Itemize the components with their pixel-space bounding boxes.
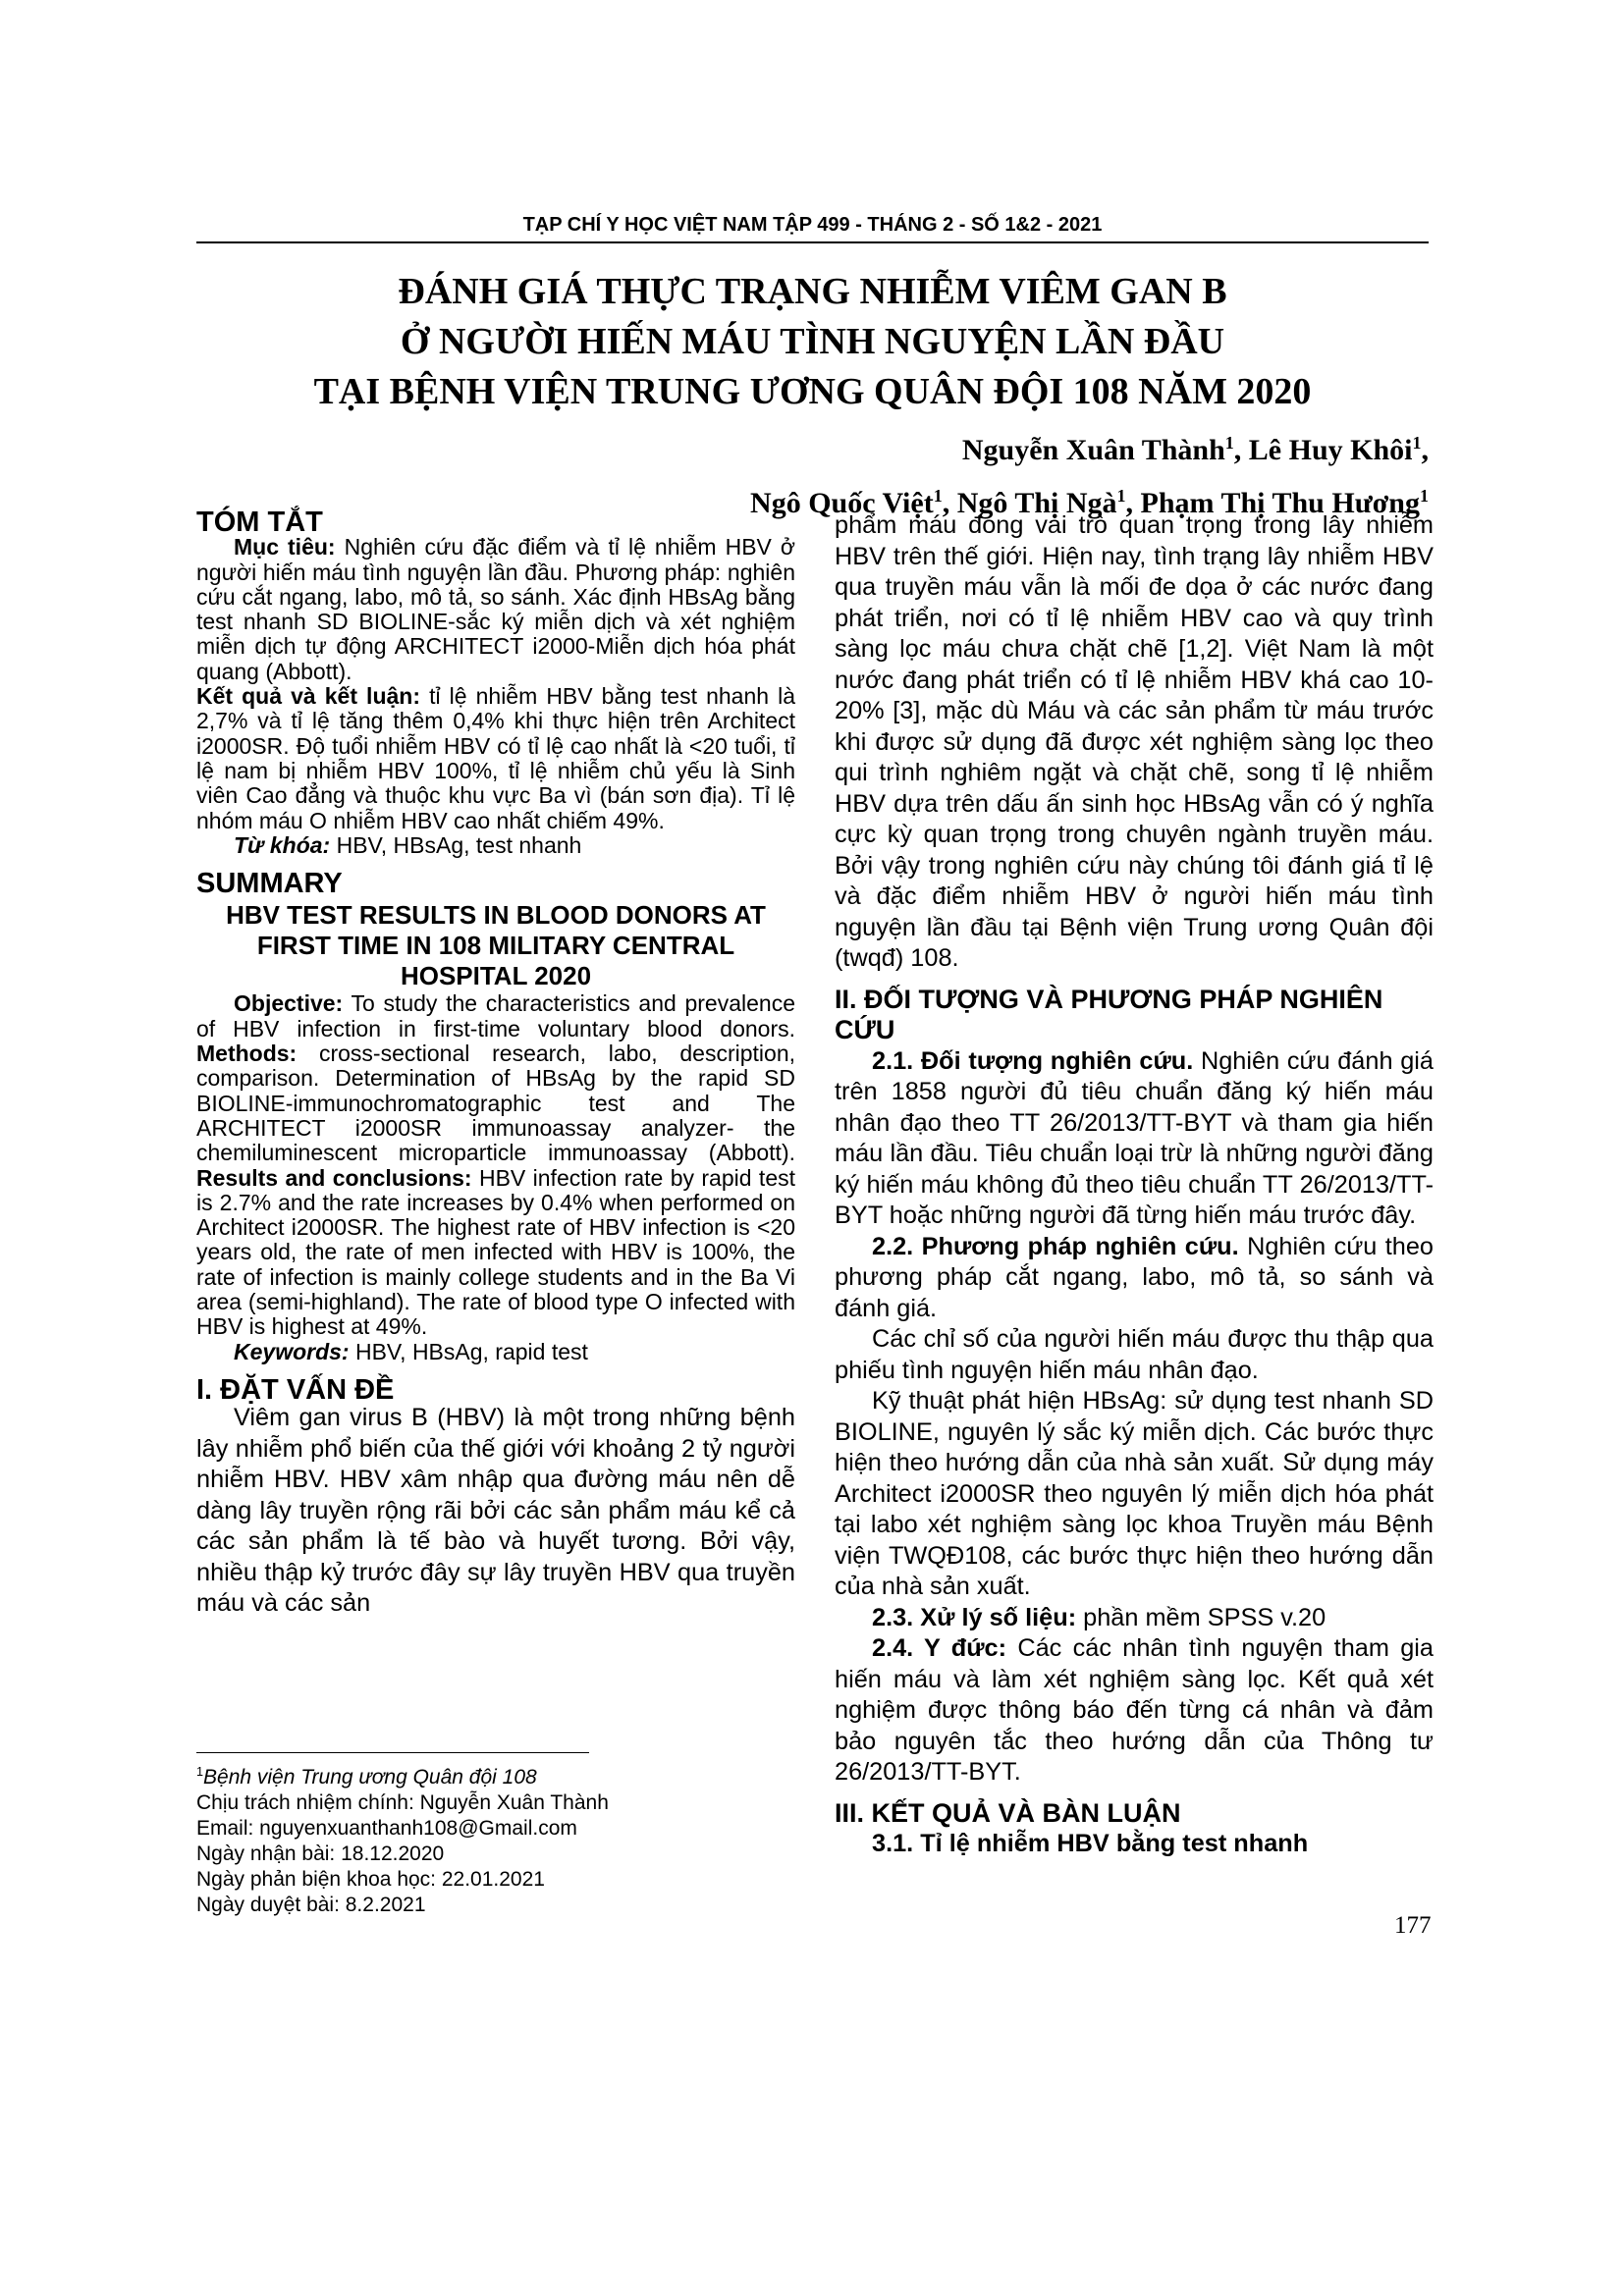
footnote-responsible: Chịu trách nhiệm chính: Nguyễn Xuân Thành — [196, 1791, 609, 1814]
author-separator: , — [1233, 434, 1242, 466]
page-number: 177 — [1394, 1912, 1432, 1939]
author-name: Ngô Thị Ngà — [956, 487, 1117, 519]
section-2-indices: Các chỉ số của người hiến máu được thu thập qua phiếu tình nguyện hiến máu nhân đạo. — [835, 1325, 1434, 1384]
affiliation-mark: 1 — [1224, 433, 1234, 453]
right-column — [835, 510, 1434, 1860]
author-line-1 — [589, 420, 1429, 473]
journal-header: TẠP CHÍ Y HỌC VIỆT NAM TẬP 499 - THÁNG 2 - SỐ 1&2 - 2021 — [522, 214, 1103, 236]
abstract-en-keywords — [196, 1340, 795, 1364]
text-objective-en: To study the characteristics and prevalence of HBV infection in first-time voluntary blood donors. — [196, 990, 795, 1041]
author-separator: , — [1421, 434, 1429, 466]
affiliation-mark: 1 — [1412, 433, 1422, 453]
affiliation-mark: 1 — [196, 1765, 204, 1779]
footnotes — [196, 1752, 795, 1918]
text-keywords: HBV, HBsAg, test nhanh — [330, 831, 582, 858]
affiliation-text: Bệnh viện Trung ương Quân đội 108 — [203, 1766, 537, 1789]
abstract-vi-objective — [196, 535, 795, 684]
abstract-en-heading: SUMMARY — [196, 868, 343, 900]
author-name: Phạm Thị Thu Hương — [1140, 487, 1420, 519]
text-2-1: Nghiên cứu đánh giá trên 1858 người đủ tiêu chuẩn đăng ký hiến máu nhân đạo theo TT 26/2013/TT-BYT và tham gia hiến máu lần đầu. Tiêu chuẩn loại trừ là những người đăng ký hiến máu không đủ theo tiêu chuẩn TT 26/2013/TT-BYT hoặc những người đã từng hiến máu trước đây. — [835, 1046, 1434, 1229]
label-keywords-en: Keywords: — [234, 1338, 350, 1364]
header-rule — [196, 241, 1429, 243]
section-2-heading: II. ĐỐI TƯỢNG VÀ PHƯƠNG PHÁP NGHIÊN CỨU — [835, 984, 1383, 1044]
section-1-para-part-2: phẩm máu đóng vai trò quan trọng trong lây nhiễm HBV trên thế giới. Hiện nay, tình trạng lây nhiễm HBV qua truyền máu vẫn là mối đe dọa ở các nước đang phát triển, nơi có tỉ lệ nhiễm HBV cao và quy trình sàng lọc máu chưa chặt chẽ [1,2]. Việt Nam là một nước đang phát triển có tỉ lệ nhiễm HBV khá cao 10-20% [3], mặc dù Máu và các sản phẩm từ máu trước khi được sử dụng đã được xét nghiệm sàng lọc theo qui trình nghiêm ngặt và chặt chẽ, song tỉ lệ nhiễm HBV dựa trên dấu ấn sinh học HBsAg vẫn có ý nghĩa cực kỳ quan trọng trong chuyên ngành truyền máu. Bởi vậy trong nghiên cứu này chúng tôi đánh giá tỉ lệ và đặc điểm nhiễm HBV ở người hiến máu tình nguyện lần đầu tại Bệnh viện Trung ương Quân đội (twqđ) 108. — [835, 511, 1434, 972]
abstract-vi-results — [196, 684, 795, 833]
text-2-4: Các các nhân tình nguyện tham gia hiến máu và làm xét nghiệm sàng lọc. Kết quả xét nghiệm được thông báo đến từng cá nhân và đảm bảo nguyên tắc theo hướng dẫn của Thông tư 26/2013/TT-BYT. — [835, 1634, 1434, 1786]
footnote-rule — [196, 1752, 589, 1753]
label-objective-en: Objective: — [234, 990, 344, 1017]
section-2-1 — [835, 1046, 1434, 1232]
section-3-heading: III. KẾT QUẢ VÀ BÀN LUẬN — [835, 1797, 1181, 1828]
label-results: Kết quả và kết luận: — [196, 683, 420, 710]
section-2-3 — [835, 1603, 1434, 1634]
label-keywords: Từ khóa: — [234, 831, 331, 858]
section-1-heading: I. ĐẶT VẤN ĐỀ — [196, 1373, 395, 1406]
abstract-vi-heading: TÓM TẮT — [196, 507, 323, 538]
text-results-en: HBV infection rate by rapid test is 2.7% and the rate increases by 0.4% when performed on Architect i2000SR. The highest rate of HBV infection is <20 years old, the rate of men infected with HBV is 100%, the rate of infection is mainly college students and in the Ba Vi area (semi-highland). The rate of blood type O infected with HBV is highest at 49%. — [196, 1164, 795, 1340]
author-name: Ngô Quốc Việt — [750, 487, 934, 519]
left-column — [196, 507, 795, 1620]
footnote-received: Ngày nhận bài: 18.12.2020 — [196, 1842, 445, 1865]
label-2-1: 2.1. Đối tượng nghiên cứu. — [872, 1046, 1194, 1075]
text-results: tỉ lệ nhiễm HBV bằng test nhanh là 2,7% và tỉ lệ tăng thêm 0,4% khi thực hiện trên Architect i2000SR. Độ tuổi nhiễm HBV có tỉ lệ cao nhất là <20 tuổi, tỉ lệ nam bị nhiễm HBV 100%, tỉ lệ nhiễm chủ yếu là Sinh viên Cao đẳng và thuộc khu vực Ba vì (bán sơn địa). Tỉ lệ nhóm máu O nhiễm HBV cao nhất chiếm 49%. — [196, 683, 795, 833]
title-line-3: TẠI BỆNH VIỆN TRUNG ƯƠNG QUÂN ĐỘI 108 NĂM 2020 — [313, 371, 1312, 412]
label-2-4: 2.4. Y đức: — [872, 1634, 1007, 1662]
footnote-reviewed: Ngày phản biện khoa học: 22.01.2021 — [196, 1868, 545, 1891]
footnote-affiliation — [196, 1759, 795, 1790]
label-2-2: 2.2. Phương pháp nghiên cứu. — [872, 1232, 1239, 1260]
author-name: Nguyễn Xuân Thành — [961, 434, 1225, 466]
text-keywords-en: HBV, HBsAg, rapid test — [349, 1338, 588, 1364]
footnote-email: Email: nguyenxuanthanh108@Gmail.com — [196, 1817, 577, 1840]
article-title — [196, 267, 1429, 417]
author-separator: , — [1125, 487, 1134, 519]
label-results-en: Results and conclusions: — [196, 1164, 472, 1191]
section-2-4 — [835, 1633, 1434, 1789]
abstract-vi-keywords — [196, 833, 795, 858]
section-1-para-part-1: Viêm gan virus B (HBV) là một trong những bệnh lây nhiễm phổ biến của thế giới với khoảng 2 tỷ người nhiễm HBV. HBV xâm nhập qua đường máu nên dễ dàng lây truyền rộng rãi bởi các sản phẩm máu kể cả các sản phẩm là tế bào và huyết tương. Bởi vậy, nhiều thập kỷ trước đây sự lây truyền HBV qua truyền máu và các sản — [196, 1404, 795, 1618]
label-methods-en: Methods: — [196, 1041, 298, 1067]
abstract-en-title: HBV TEST RESULTS IN BLOOD DONORS AT FIRST TIME IN 108 MILITARY CENTRAL HOSPITAL 2020 — [226, 900, 766, 991]
text-2-2: Nghiên cứu theo phương pháp cắt ngang, labo, mô tả, so sánh và đánh giá. — [835, 1232, 1434, 1322]
footnote-accepted: Ngày duyệt bài: 8.2.2021 — [196, 1894, 426, 1916]
text-methods-en: cross-sectional research, labo, description, comparison. Determination of HBsAg by the rapid SD BIOLINE-immunochromatographic test and The ARCHITECT i2000SR immunoassay analyzer- the chemiluminescent microparticle immunoassay (Abbott). — [196, 1041, 795, 1166]
section-2-2 — [835, 1232, 1434, 1325]
affiliation-mark: 1 — [933, 486, 943, 506]
author-name: Lê Huy Khôi — [1248, 434, 1413, 466]
text-objective: Nghiên cứu đặc điểm và tỉ lệ nhiễm HBV ở người hiến máu tình nguyện lần đầu. Phương pháp: nghiên cứu cắt ngang, labo, mô tả, so sánh. Xác định HBsAg bằng test nhanh SD BIOLINE-sắc ký miễn dịch và xét nghiệm miễn dịch tự động ARCHITECT i2000-Miễn dịch hóa phát quang (Abbott). — [196, 534, 795, 684]
section-3-1-heading: 3.1. Tỉ lệ nhiễm HBV bằng test nhanh — [872, 1830, 1309, 1857]
label-objective: Mục tiêu: — [234, 534, 336, 561]
title-line-1: ĐÁNH GIÁ THỰC TRẠNG NHIỄM VIÊM GAN B — [398, 271, 1227, 312]
author-separator: , — [942, 487, 950, 519]
section-2-technique: Kỹ thuật phát hiện HBsAg: sử dụng test nhanh SD BIOLINE, nguyên lý sắc ký miễn dịch. Các bước thực hiện theo hướng dẫn của nhà sản xuất. Sử dụng máy Architect i2000SR theo nguyên lý miễn dịch hóa phát tại labo xét nghiệm sàng lọc khoa Truyền máu Bệnh viện TWQĐ108, các bước thực hiện theo hướng dẫn của nhà sản xuất. — [835, 1387, 1434, 1600]
label-2-3: 2.3. Xử lý số liệu: — [872, 1603, 1077, 1631]
affiliation-mark: 1 — [1420, 486, 1429, 506]
text-2-3: phần mềm SPSS v.20 — [1076, 1603, 1326, 1631]
title-line-2: Ở NGƯỜI HIẾN MÁU TÌNH NGUYỆN LẦN ĐẦU — [400, 321, 1225, 362]
abstract-en-body — [196, 991, 795, 1339]
affiliation-mark: 1 — [1116, 486, 1126, 506]
